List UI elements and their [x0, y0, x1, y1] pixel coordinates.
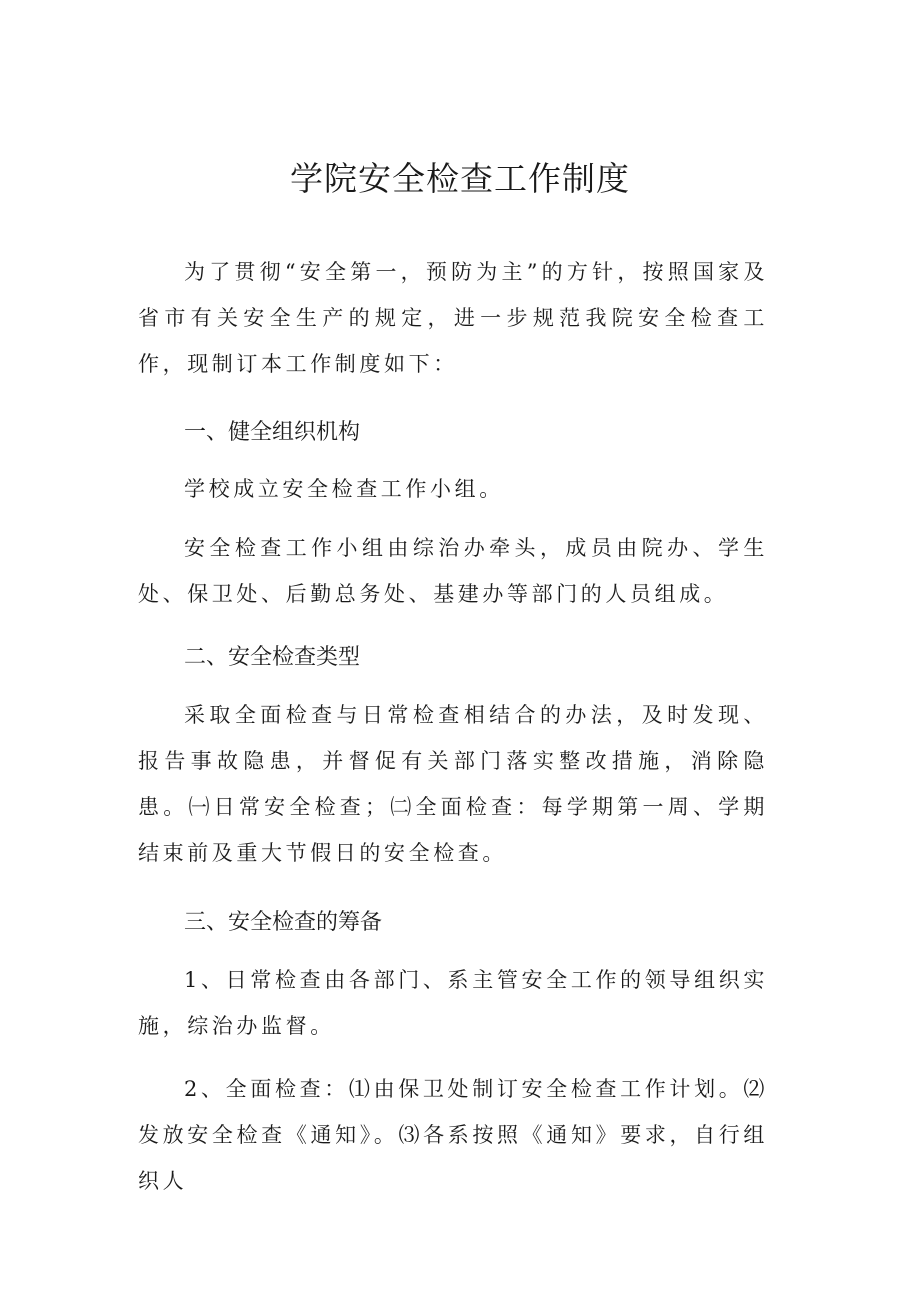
preparation-paragraph-1: 1、日常检查由各部门、系主管安全工作的领导组织实施，综治办监督。: [138, 968, 768, 1038]
section-heading-preparation: 三、安全检查的筹备: [184, 910, 383, 935]
organization-paragraph-2: 安全检查工作小组由综治办牵头，成员由院办、学生处、保卫处、后勤总务处、基建办等部门的人员组成。: [138, 536, 768, 606]
intro-paragraph: 为了贯彻“安全第一，预防为主”的方针，按照国家及省市有关安全生产的规定，进一步规范我院安全检查工作，现制订本工作制度如下：: [138, 260, 768, 376]
section-heading-organization: 一、健全组织机构: [184, 420, 361, 445]
section-heading-inspection-types: 二、安全检查类型: [184, 645, 361, 670]
organization-paragraph-1: 学校成立安全检查工作小组。: [184, 477, 504, 501]
preparation-paragraph-2: 2、全面检查：⑴由保卫处制订安全检查工作计划。⑵发放安全检查《通知》。⑶各系按照《通知》要求，自行组织人: [138, 1077, 768, 1193]
inspection-types-paragraph: 采取全面检查与日常检查相结合的办法，及时发现、报告事故隐患，并督促有关部门落实整改措施，消除隐患。㈠日常安全检查；㈡全面检查：每学期第一周、学期结束前及重大节假日的安全检查。: [138, 703, 768, 865]
document-title: 学院安全检查工作制度: [290, 159, 630, 198]
